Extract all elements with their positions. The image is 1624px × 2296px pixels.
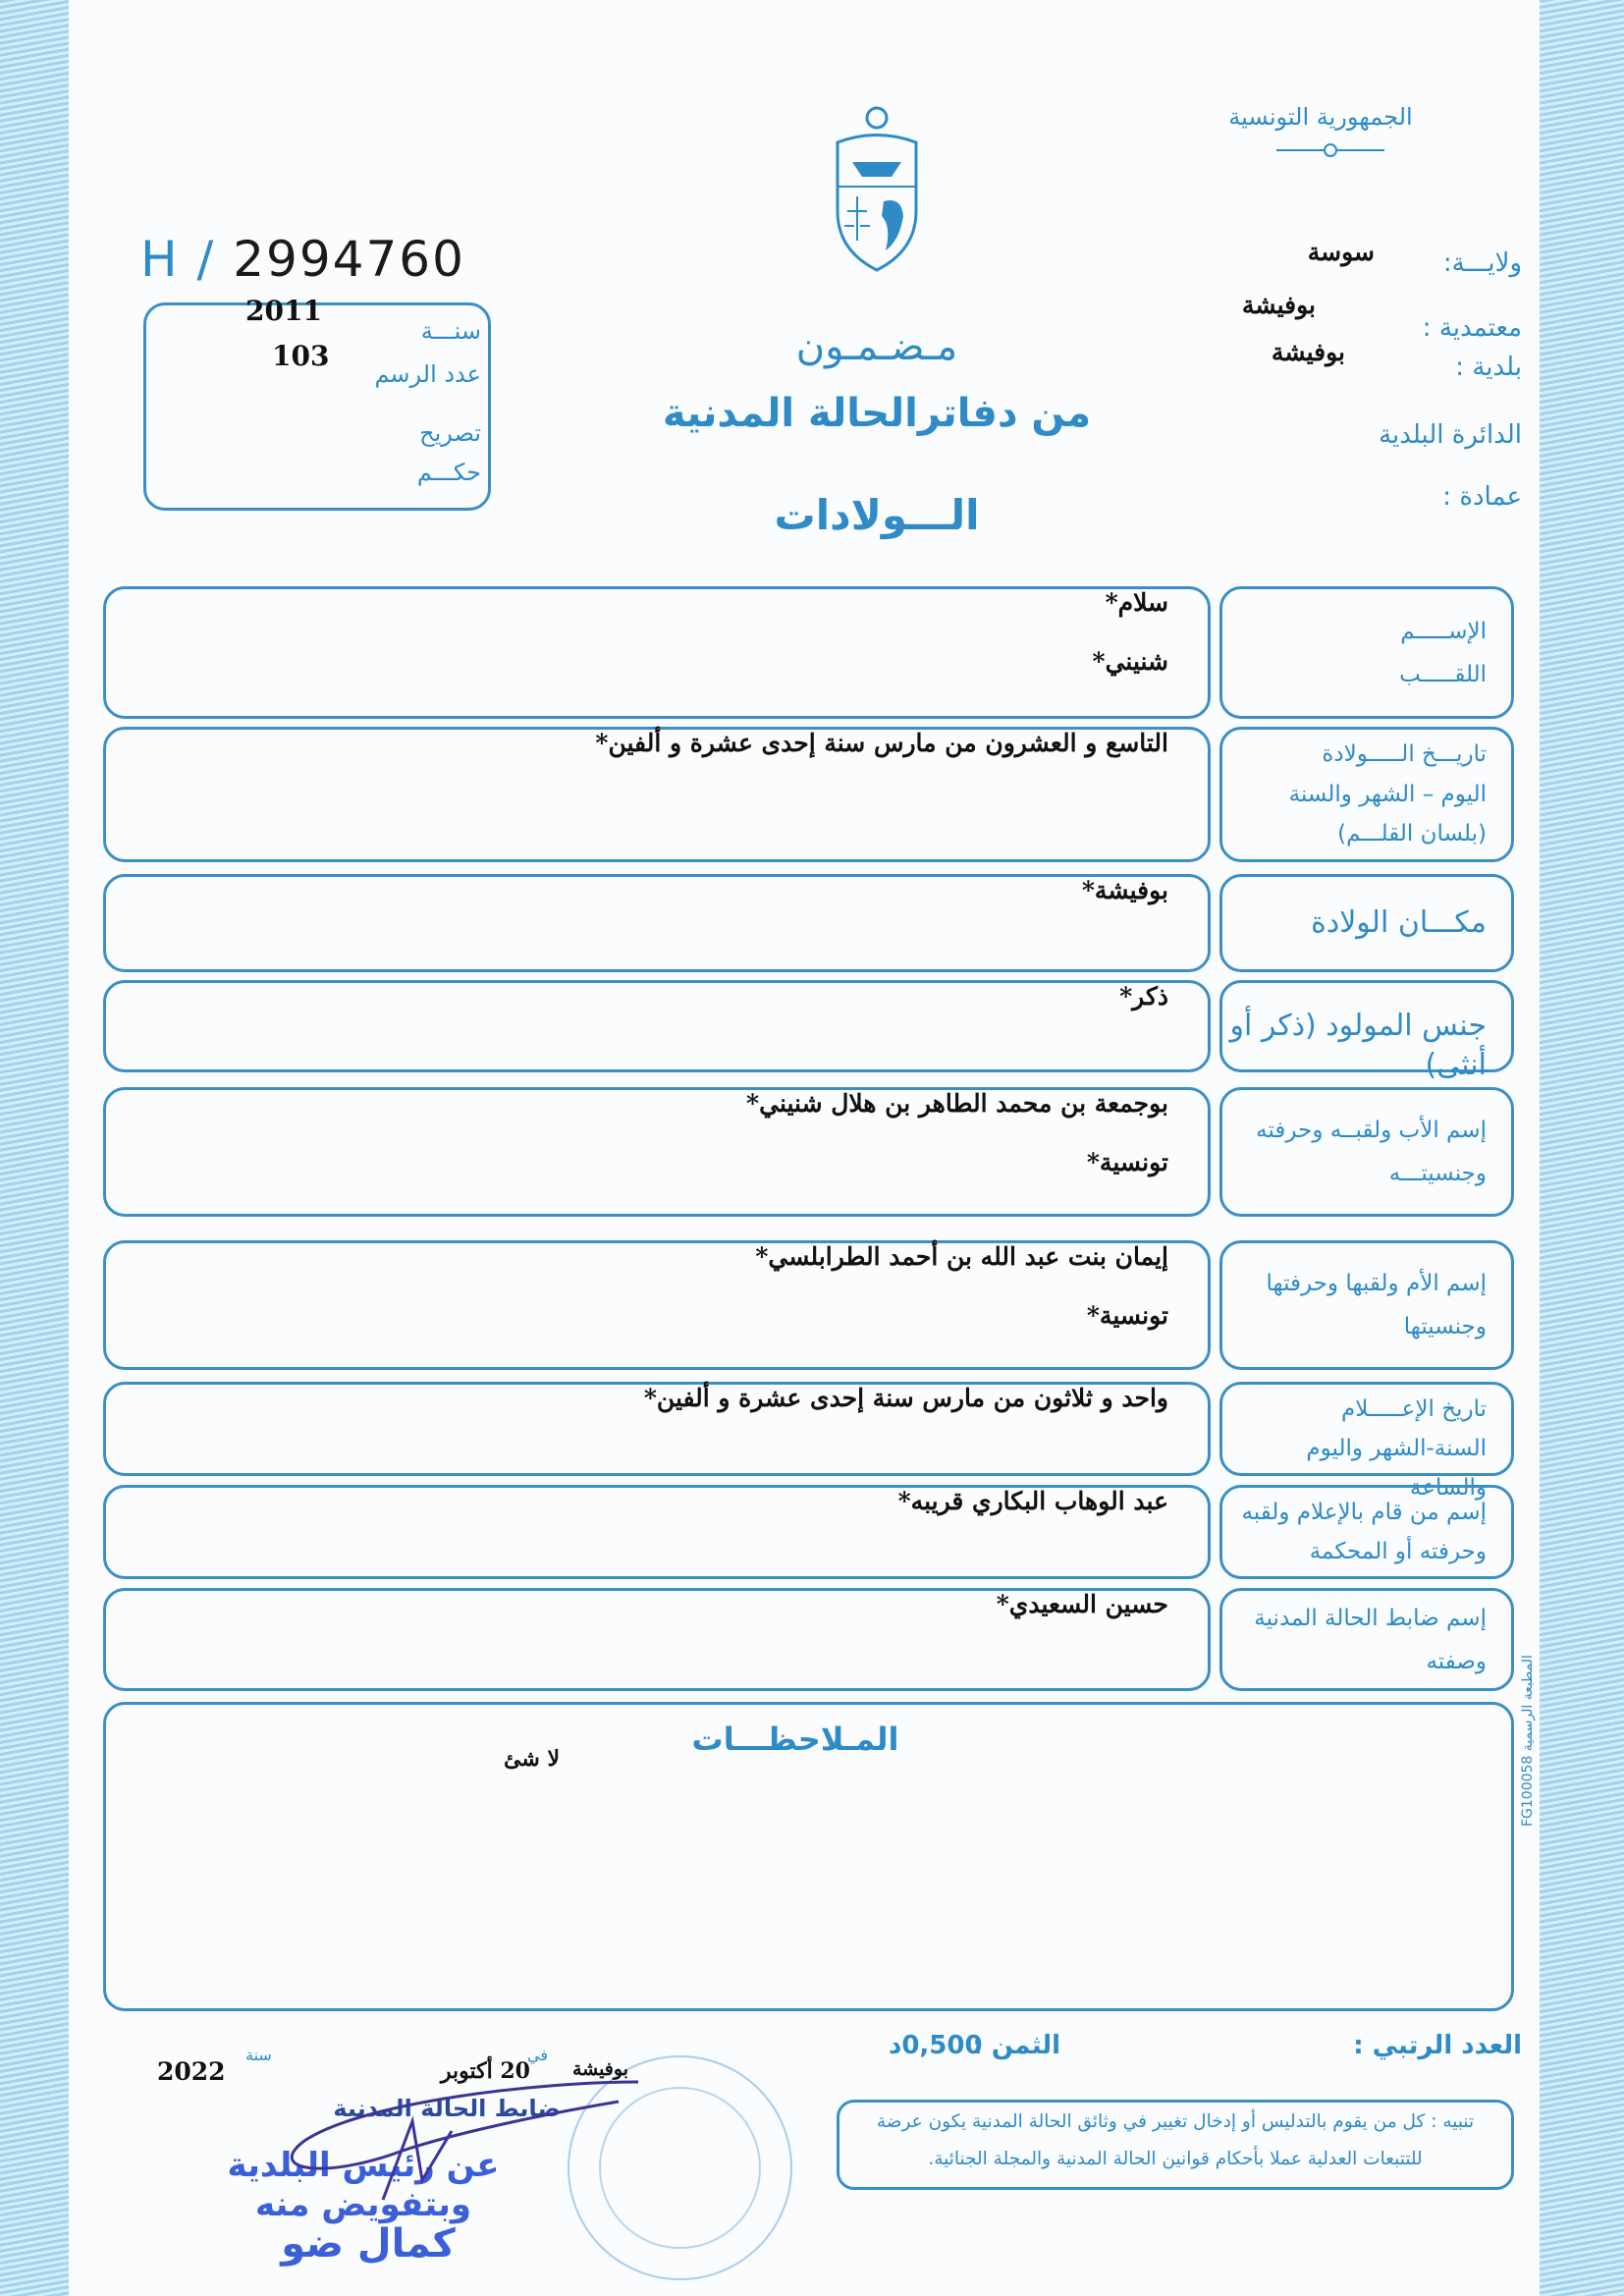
title-civil-registers: من دفاترالحالة المدنية xyxy=(662,391,1092,436)
title-births: الـــولادات xyxy=(774,491,980,539)
title-extract: مـضـمـون xyxy=(795,324,958,369)
notes-title: المـلاحظـــات xyxy=(691,1721,899,1758)
record-year-label: سنـــة xyxy=(420,317,481,345)
issue-place: بوفيشة xyxy=(571,2058,628,2080)
field-value: شنيني* xyxy=(1092,647,1168,676)
field-label: تاريـــخ الـــــولادة xyxy=(1322,741,1487,767)
record-number-label: عدد الرسم xyxy=(374,360,481,388)
in-label: في xyxy=(527,2046,548,2064)
warning-text-line-1: تنبيه : كل من يقوم بالتدليس أو إدخال تغيير في وثائق الحالة المدنية يكون عرضة xyxy=(876,2111,1475,2132)
field-label: اليوم – الشهر والسنة xyxy=(1288,781,1487,807)
security-border-left xyxy=(0,0,69,2296)
divider-ornament xyxy=(1324,143,1337,157)
field-value: بوفيشة* xyxy=(1081,876,1168,904)
field-label: إسم الأم ولقبها وحرفتها xyxy=(1266,1271,1487,1296)
field-value: بوجمعة بن محمد الطاهر بن هلال شنيني* xyxy=(746,1089,1168,1118)
field-label: وجنسيتـــه xyxy=(1388,1161,1487,1186)
field-value: واحد و ثلاثون من مارس سنة إحدى عشرة و ألفين* xyxy=(643,1384,1168,1412)
serial-number: H / 2994760 xyxy=(140,231,465,288)
officer-name-stamp: كمال ضو xyxy=(281,2221,456,2267)
printer-mark: المطبعة الرسمية FG100058 xyxy=(1520,1655,1536,1827)
field-label: (بلسان القلـــم) xyxy=(1337,821,1487,847)
field-label: السنة-الشهر واليوم والساعة xyxy=(1306,1436,1487,1501)
imada-label: عمادة : xyxy=(1442,482,1522,512)
delegation-stamp: عن رئيس البلدية وبتفويض منه xyxy=(227,2146,500,2224)
signature-icon xyxy=(245,2062,658,2210)
record-number-value: 103 xyxy=(272,340,330,372)
municipality-label: بلدية : xyxy=(1455,353,1522,382)
delegation-label: معتمدية : xyxy=(1422,313,1522,343)
wilaya-value: سوسة xyxy=(1307,238,1375,266)
field-value: حسين السعيدي* xyxy=(996,1590,1168,1618)
field-label: مكـــان الولادة xyxy=(1311,905,1487,940)
field-value: إيمان بنت عبد الله بن أحمد الطرابلسي* xyxy=(755,1242,1168,1271)
field-label: وجنسيتها xyxy=(1403,1314,1487,1339)
delegation-value: بوفيشة xyxy=(1241,291,1316,319)
field-label: وصفته xyxy=(1426,1648,1487,1674)
field-label: اللقـــــب xyxy=(1399,661,1487,687)
notes-value: لا شئ xyxy=(504,1746,560,1772)
municipal-district-label: الدائرة البلدية xyxy=(1379,420,1522,450)
field-value: تونسية* xyxy=(1086,1301,1168,1330)
field-label: الإســـــم xyxy=(1400,618,1487,644)
field-label: إسم ضابط الحالة المدنية xyxy=(1254,1605,1487,1631)
record-year-value: 2011 xyxy=(245,295,322,327)
field-value: ذكر* xyxy=(1119,982,1168,1011)
price-value: 0,500د xyxy=(889,2031,983,2060)
field-value: تونسية* xyxy=(1086,1148,1168,1176)
wilaya-label: ولايـــة: xyxy=(1442,248,1522,278)
issue-year: 2022 xyxy=(157,2057,226,2086)
serial-order-label: العدد الرتبي : xyxy=(1353,2031,1522,2060)
field-value: سلام* xyxy=(1105,588,1168,617)
tunisia-coat-of-arms-icon xyxy=(823,103,931,275)
field-label: إسم الأب ولقبــه وحرفته xyxy=(1256,1118,1487,1143)
issue-date: 20 أكتوبر xyxy=(440,2058,530,2084)
judgment-label: حكـــم xyxy=(416,459,481,486)
municipality-value: بوفيشة xyxy=(1271,338,1345,366)
field-label: تاريخ الإعـــــلام xyxy=(1341,1396,1487,1422)
warning-text-line-2: للتتبعات العدلية عملا بأحكام قوانين الحالة المدنية والمجلة الجنائية. xyxy=(928,2149,1423,2169)
officer-title: ضابط الحالة المدنية xyxy=(333,2095,561,2122)
field-label: جنس المولود (ذكر أو أنثى) xyxy=(1229,1009,1487,1082)
republic-heading: الجمهورية التونسية xyxy=(1228,103,1413,131)
year-label: سنة xyxy=(245,2046,272,2064)
security-border-right xyxy=(1540,0,1624,2296)
field-value: التاسع و العشرون من مارس سنة إحدى عشرة و ألفين* xyxy=(595,729,1168,757)
field-value: عبد الوهاب البكاري قريبه* xyxy=(897,1487,1168,1515)
field-label: وحرفته أو المحكمة xyxy=(1309,1539,1487,1564)
declaration-label: تصريح xyxy=(419,419,481,447)
field-label: إسم من قام بالإعلام ولقبه xyxy=(1241,1500,1487,1525)
price-label: الثمن : xyxy=(972,2031,1060,2060)
